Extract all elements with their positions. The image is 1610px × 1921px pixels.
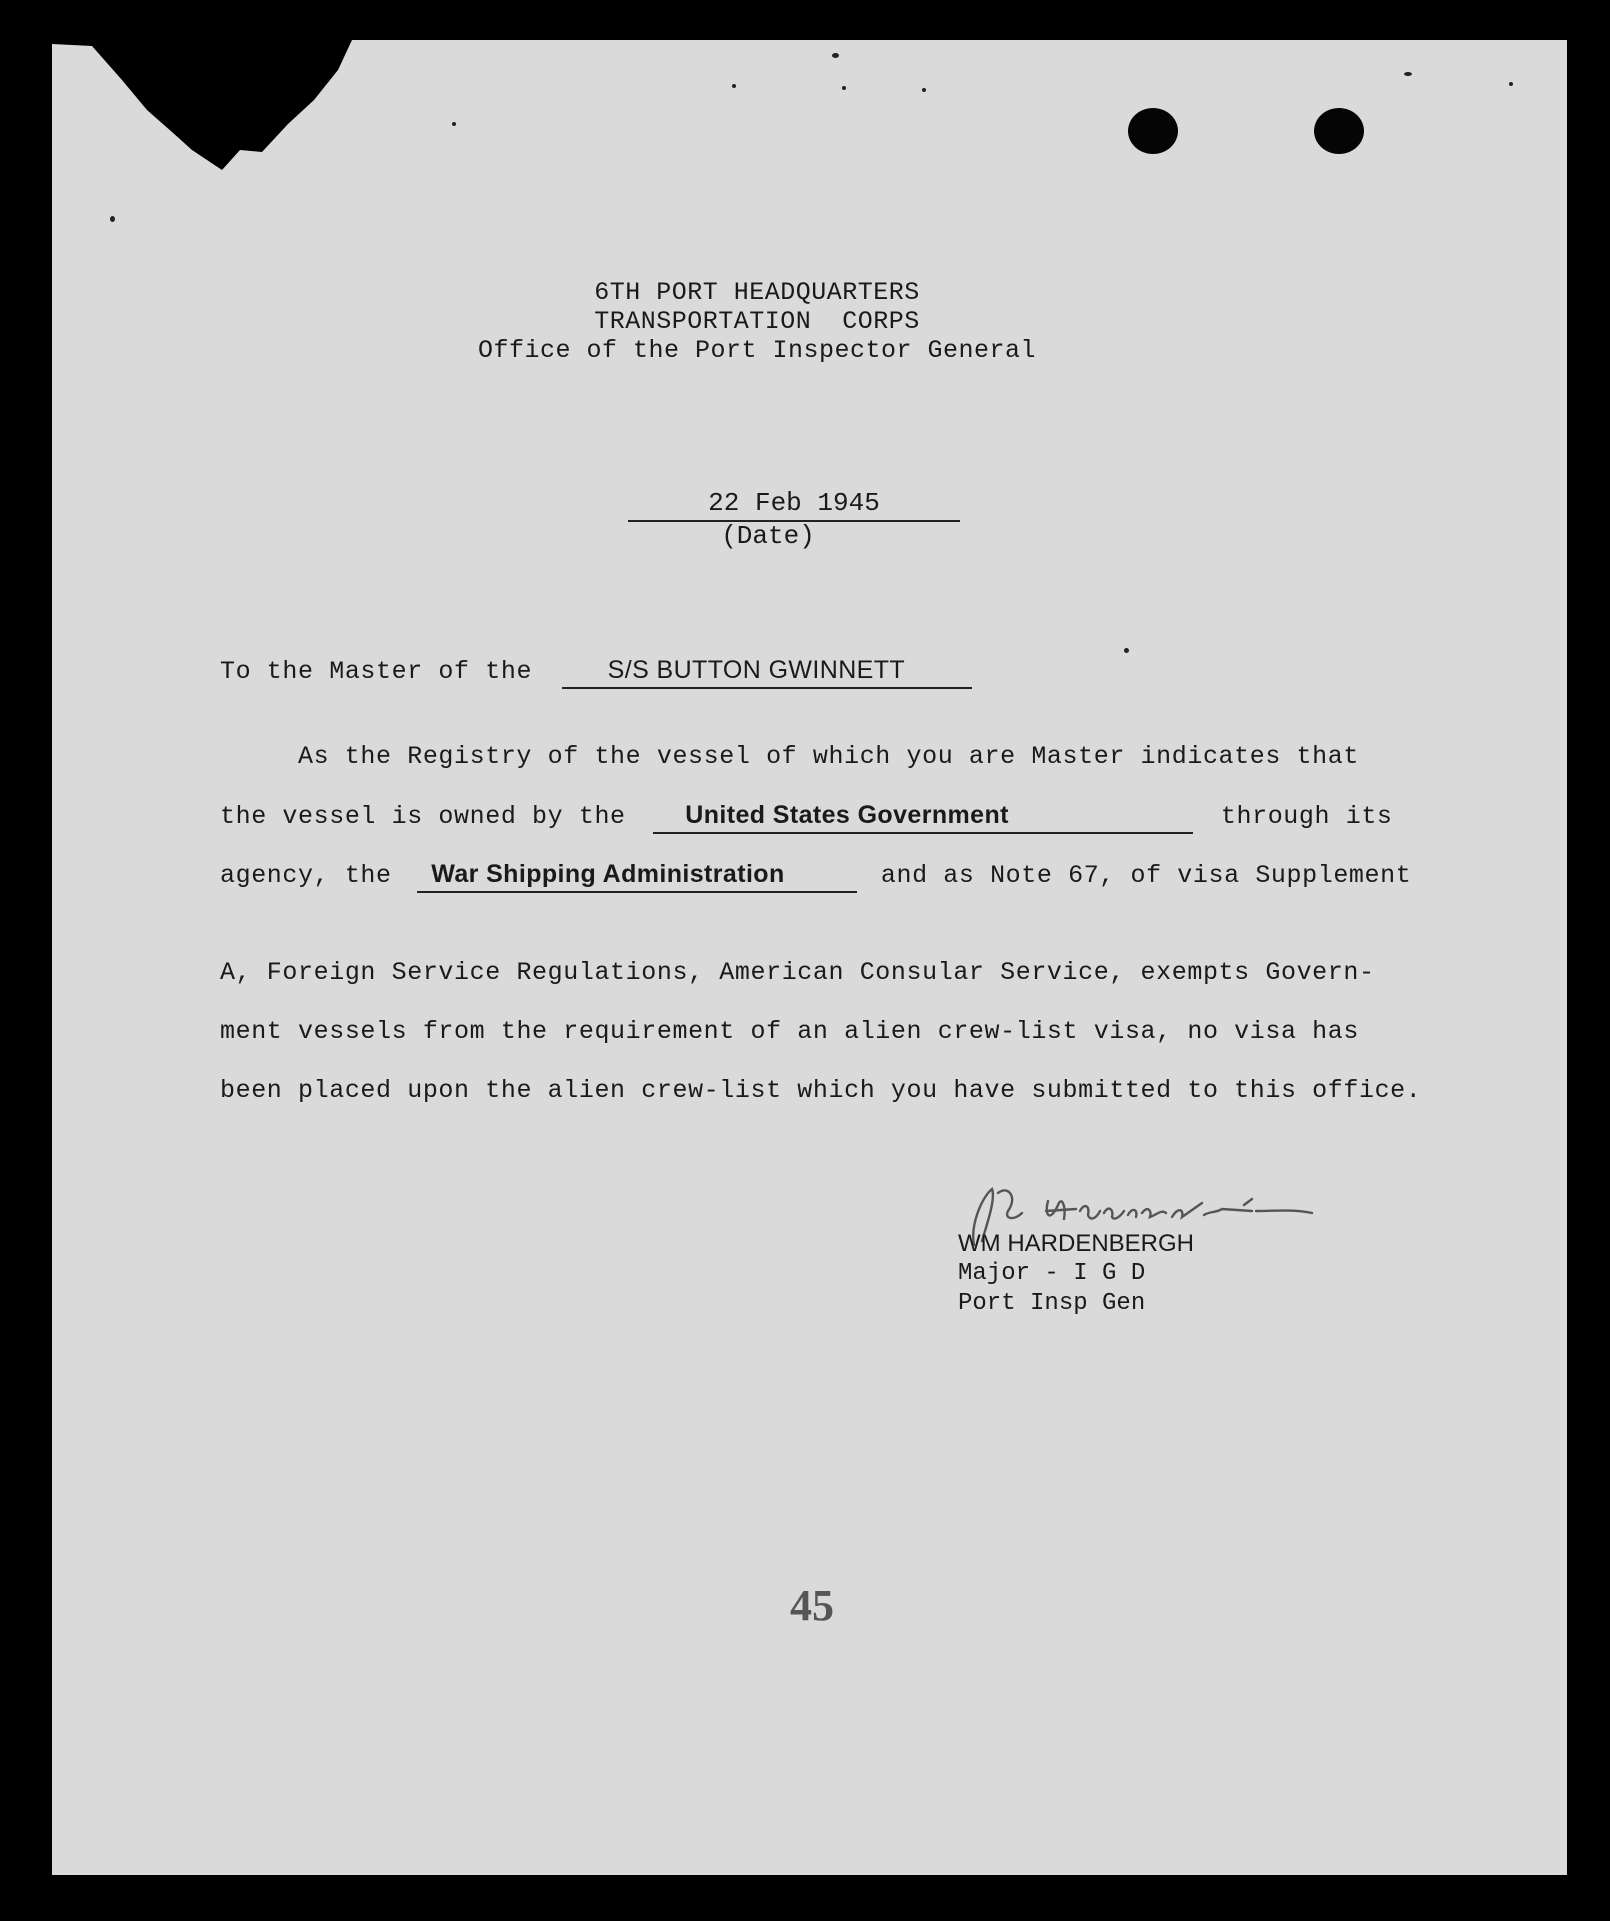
- body-line-5: [220, 1017, 1359, 1046]
- punch-hole-right: [1314, 108, 1364, 154]
- signatory-name: WM HARDENBERGH: [958, 1230, 1195, 1257]
- date-value: 22 Feb 1945: [628, 488, 960, 522]
- body-line-4-text: A, Foreign Service Regulations, American Consular Service, exempts Govern-: [220, 958, 1375, 987]
- vessel-name: [562, 656, 972, 689]
- letterhead: [452, 278, 1062, 365]
- body-line-2: [220, 801, 1393, 834]
- speck: [842, 86, 846, 90]
- speck: [110, 216, 115, 222]
- speck: [922, 88, 926, 92]
- body-line-2-prefix: the vessel is owned by the: [220, 802, 626, 831]
- signature-lines: [958, 1229, 1194, 1319]
- salutation-line: [220, 656, 972, 689]
- speck: [832, 53, 839, 58]
- body-line-6: [220, 1076, 1421, 1105]
- signatory-rank: Major - I G D: [958, 1260, 1146, 1287]
- body-line-1: [298, 742, 1359, 771]
- speck: [732, 84, 736, 88]
- body-line-1-text: As the Registry of the vessel of which you are Master indicates that: [298, 742, 1359, 771]
- speck: [452, 122, 456, 126]
- speck: [1404, 72, 1412, 76]
- signatory-title: Port Insp Gen: [958, 1290, 1146, 1317]
- body-line-5-text: ment vessels from the requirement of an alien crew-list visa, no visa has: [220, 1017, 1359, 1046]
- torn-corner: [52, 40, 352, 200]
- signature-block: [952, 1175, 1452, 1315]
- agency-text: War Shipping Administration: [431, 860, 785, 888]
- body-line-4: [220, 958, 1375, 987]
- speck: [1124, 648, 1129, 653]
- date-caption: (Date): [721, 521, 815, 551]
- salutation-prefix: To the Master of the: [220, 657, 533, 686]
- letterhead-line-1: 6TH PORT HEADQUARTERS: [594, 278, 920, 307]
- vessel-name-text: S/S BUTTON GWINNETT: [607, 656, 906, 684]
- body-line-3-prefix: agency, the: [220, 861, 392, 890]
- date-block: [628, 488, 960, 550]
- owner-field: [653, 801, 1193, 834]
- speck: [1509, 82, 1513, 86]
- letterhead-line-2: TRANSPORTATION CORPS: [594, 307, 920, 336]
- body-line-6-text: been placed upon the alien crew-list which you have submitted to this office.: [220, 1076, 1422, 1105]
- letterhead-line-3: Office of the Port Inspector General: [477, 336, 1037, 365]
- agency-field: [417, 860, 857, 893]
- owner-text: United States Government: [685, 801, 1009, 829]
- document-page: [52, 40, 1567, 1875]
- body-line-2-suffix: through its: [1220, 802, 1393, 831]
- body-line-3-suffix: and as Note 67, of visa Supplement: [880, 861, 1412, 890]
- body-line-3: [220, 860, 1411, 893]
- punch-hole-left: [1128, 108, 1178, 154]
- page-number: 45: [790, 1581, 834, 1630]
